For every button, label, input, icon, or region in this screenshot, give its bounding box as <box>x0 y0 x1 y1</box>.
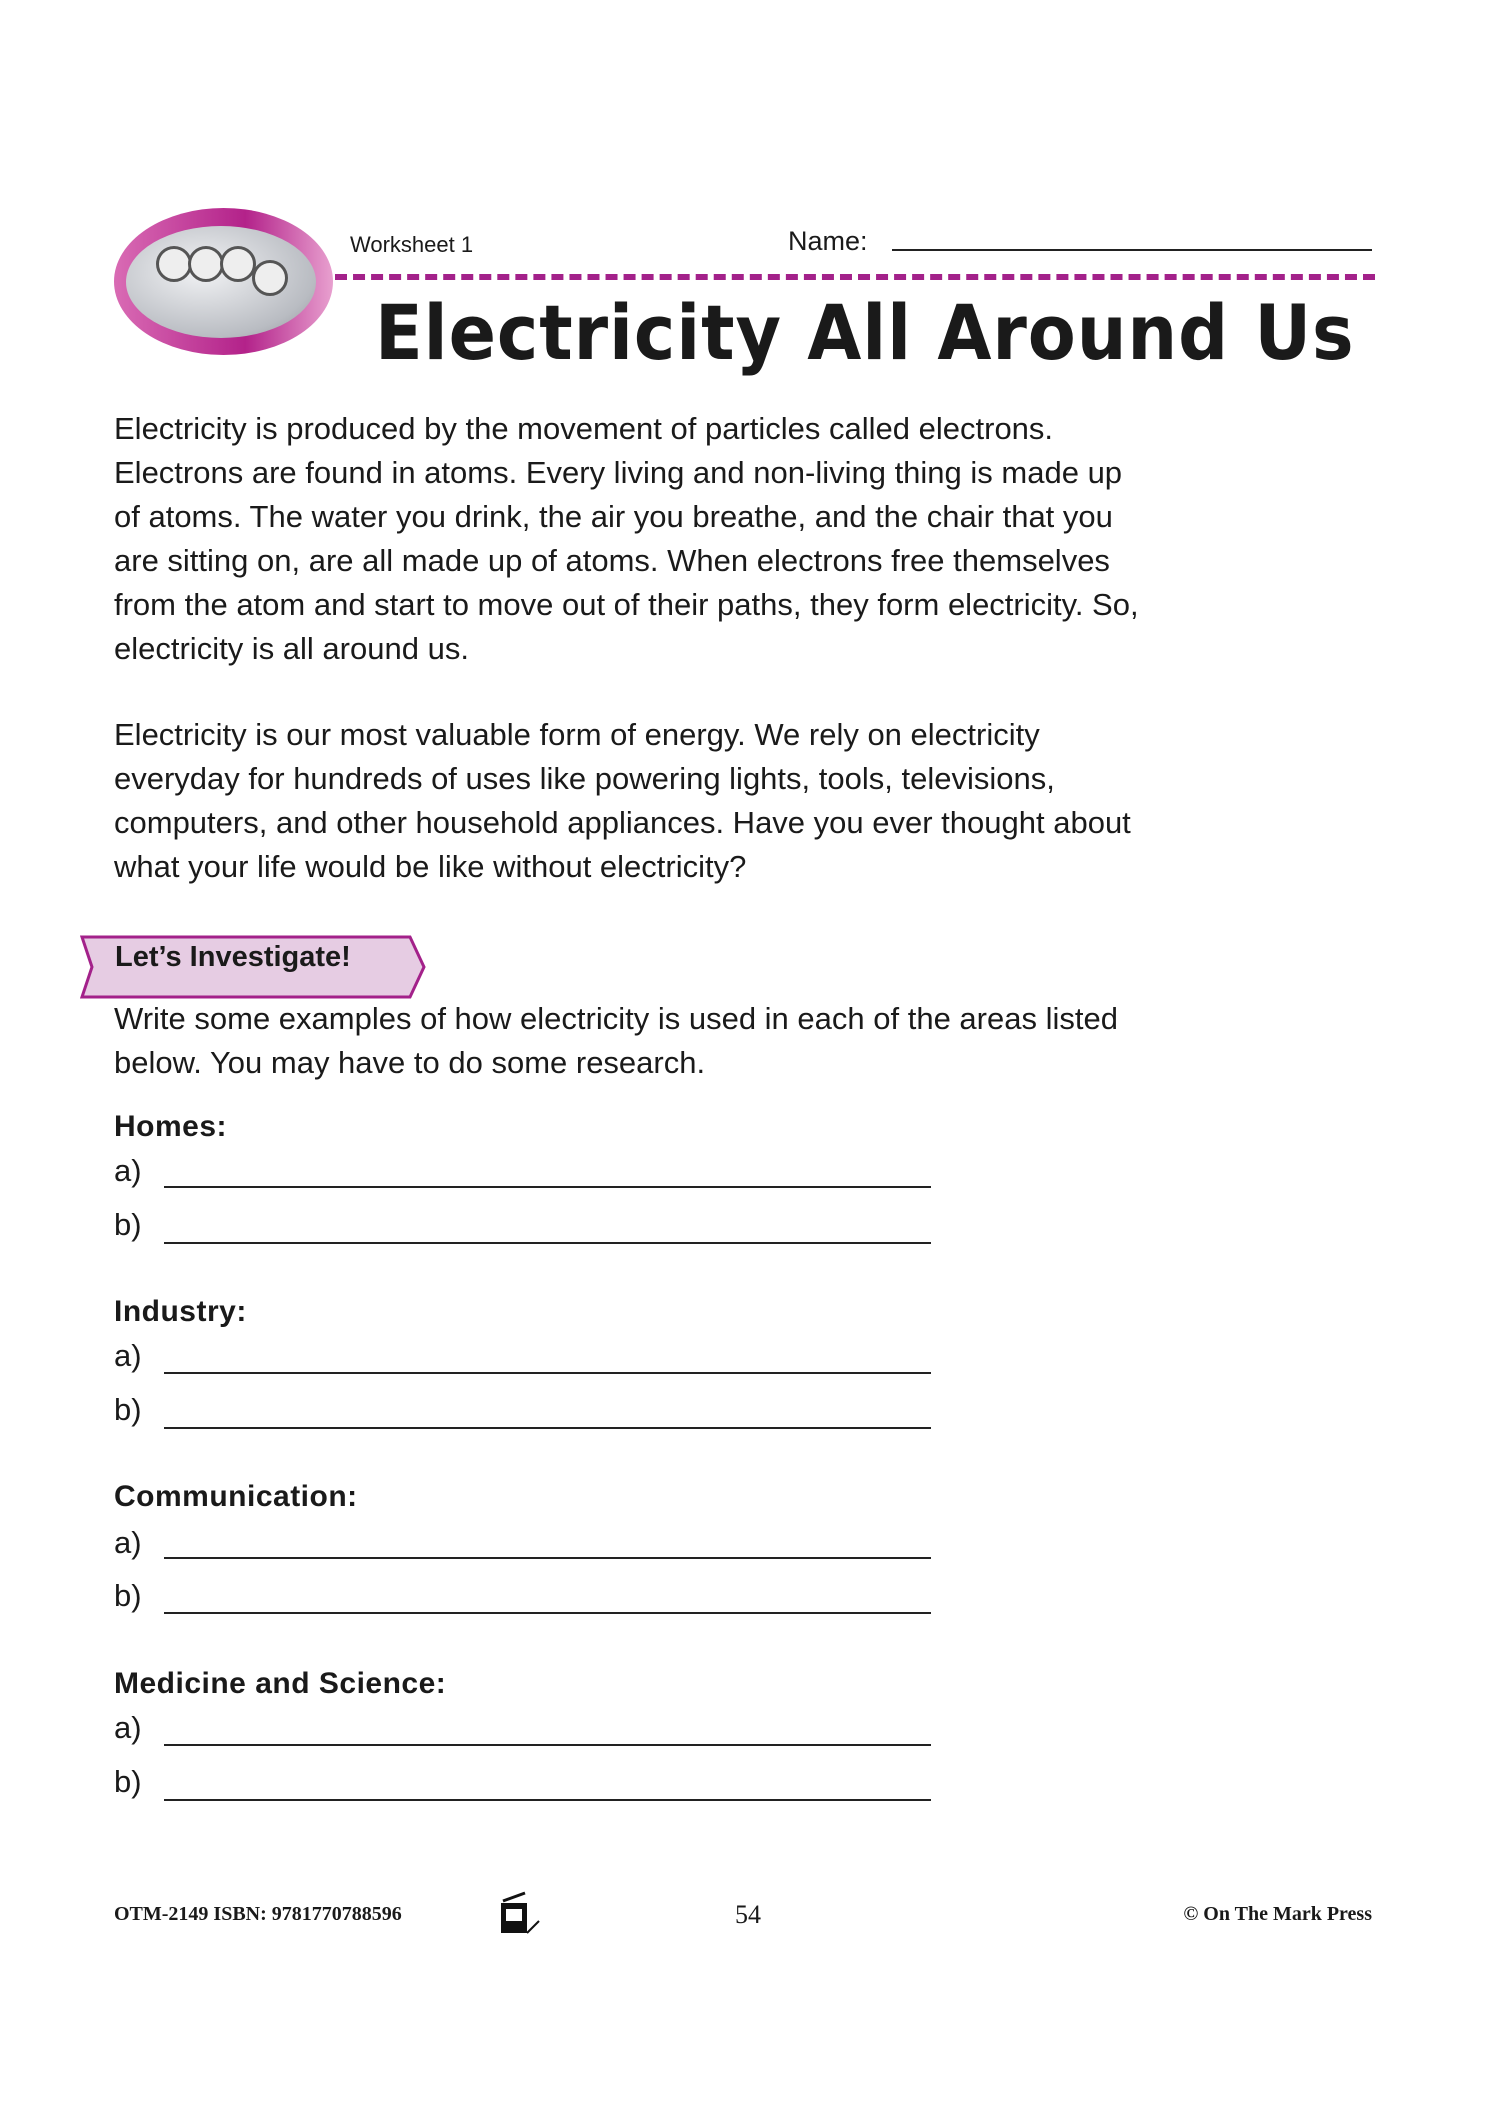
text-line: of atoms. The water you drink, the air you breathe, and the chair that you <box>114 499 1113 534</box>
meter-dial-icon <box>252 260 288 296</box>
item-label: a) <box>114 1710 142 1745</box>
answer-line-medicine-a[interactable] <box>164 1744 931 1746</box>
intro-paragraph-2 <box>114 713 1131 889</box>
name-label: Name: <box>788 226 868 256</box>
text-line: Write some examples of how electricity is used in each of the areas listed <box>114 1001 1118 1036</box>
page-title: Electricity All Around Us <box>375 288 1355 377</box>
text-line: are sitting on, are all made up of atoms. When electrons free themselves <box>114 543 1110 578</box>
text-line: Electricity is our most valuable form of energy. We rely on electricity <box>114 717 1040 752</box>
instructions <box>114 997 1118 1085</box>
item-label: a) <box>114 1338 142 1373</box>
name-field[interactable] <box>892 249 1372 251</box>
meter-dial-icon <box>220 246 256 282</box>
answer-line-homes-a[interactable] <box>164 1186 931 1188</box>
worksheet-label: Worksheet 1 <box>350 232 474 257</box>
text-line: from the atom and start to move out of their paths, they form electricity. So, <box>114 587 1139 622</box>
text-line: computers, and other household appliances. Have you ever thought about <box>114 805 1131 840</box>
meter-dial-icon <box>188 246 224 282</box>
text-line: below. You may have to do some research. <box>114 1045 706 1080</box>
intro-paragraph-1 <box>114 407 1139 671</box>
text-line: what your life would be like without electricity? <box>114 849 747 884</box>
investigate-banner-label: Let’s Investigate! <box>115 941 351 973</box>
dashed-divider <box>335 274 1375 280</box>
footer-code: OTM-2149 ISBN: 9781770788596 <box>114 1903 402 1925</box>
copyright: © On The Mark Press <box>1183 1903 1372 1925</box>
text-line: electricity is all around us. <box>114 631 469 666</box>
electric-meter-logo <box>114 208 333 355</box>
text-line: everyday for hundreds of uses like powering lights, tools, televisions, <box>114 761 1055 796</box>
item-label: b) <box>114 1578 142 1613</box>
item-label: b) <box>114 1207 142 1242</box>
page-number: 54 <box>735 1900 761 1929</box>
text-line: Electricity is produced by the movement of particles called electrons. <box>114 411 1054 446</box>
answer-line-homes-b[interactable] <box>164 1242 931 1244</box>
text-line: Electrons are found in atoms. Every living and non-living thing is made up <box>114 455 1123 490</box>
section-heading-communication: Communication: <box>114 1480 358 1513</box>
item-label: a) <box>114 1525 142 1560</box>
section-heading-medicine-science: Medicine and Science: <box>114 1667 447 1700</box>
item-label: a) <box>114 1153 142 1188</box>
section-heading-industry: Industry: <box>114 1295 247 1328</box>
photocopier-icon <box>499 1891 583 1935</box>
answer-line-communication-a[interactable] <box>164 1557 931 1559</box>
answer-line-communication-b[interactable] <box>164 1612 931 1614</box>
answer-line-industry-a[interactable] <box>164 1372 931 1374</box>
item-label: b) <box>114 1392 142 1427</box>
item-label: b) <box>114 1764 142 1799</box>
section-heading-homes: Homes: <box>114 1110 228 1143</box>
answer-line-industry-b[interactable] <box>164 1427 931 1429</box>
meter-dial-icon <box>156 246 192 282</box>
answer-line-medicine-b[interactable] <box>164 1799 931 1801</box>
